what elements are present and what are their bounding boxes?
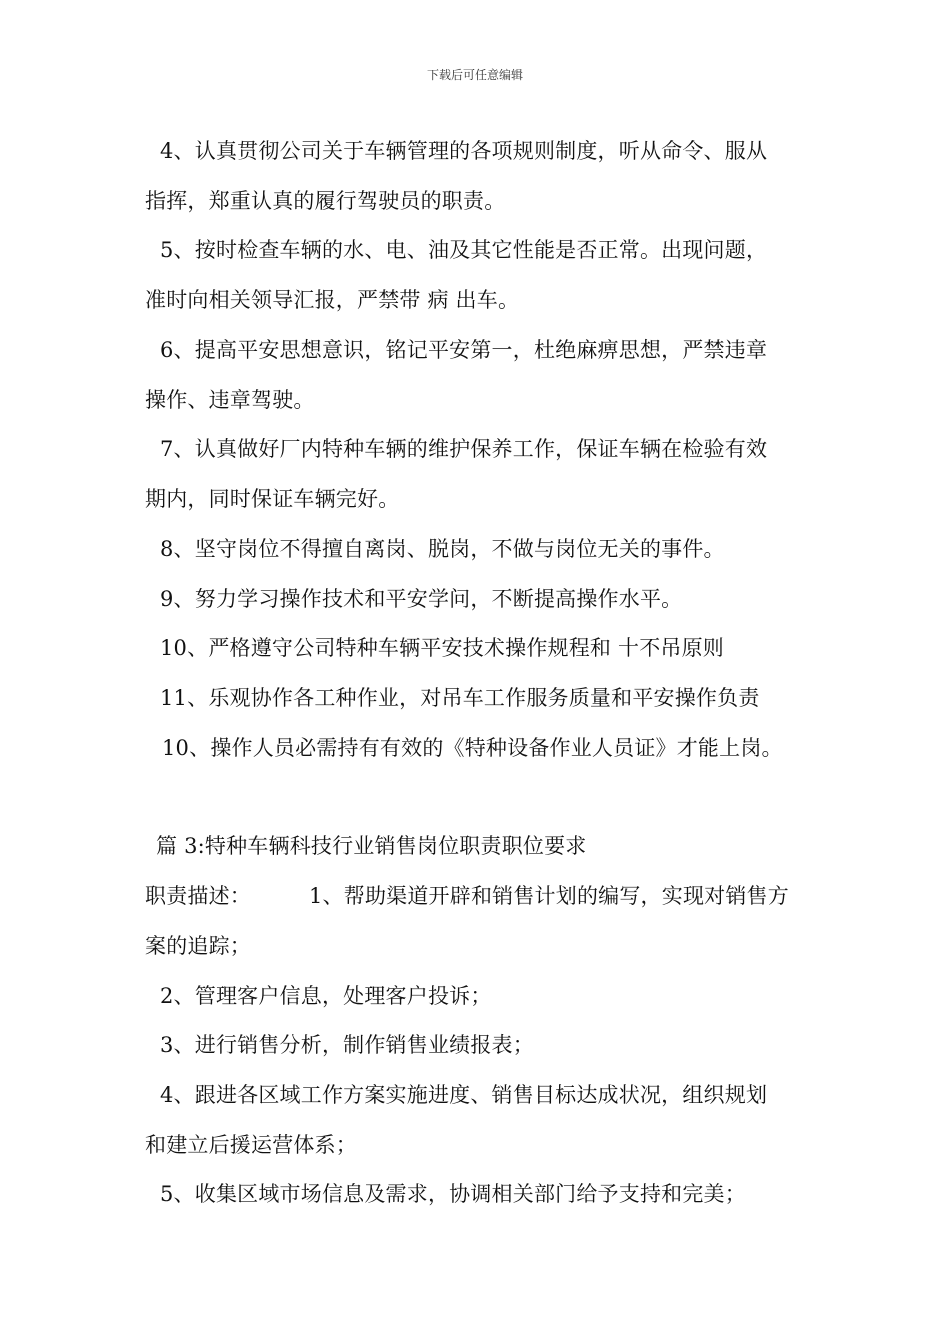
duty-item-2: 2、管理客户信息，处理客户投诉； (160, 984, 492, 1008)
item-6-line-2: 操作、违章驾驶。 (145, 388, 315, 412)
page-header: 下载后可任意编辑 (426, 68, 523, 82)
duty-item-3: 3、进行销售分析，制作销售业绩报表； (160, 1033, 534, 1057)
duty-item-5: 5、收集区域市场信息及需求，协调相关部门给予支持和完美； (160, 1182, 746, 1206)
item-7-line-1: 7、认真做好厂内特种车辆的维护保养工作，保证车辆在检验有效 (160, 437, 768, 461)
item-5-line-1: 5、按时检查车辆的水、电、油及其它性能是否正常。出现问题， (160, 238, 768, 262)
duty-item-1-line-1: 1、帮助渠道开辟和销售计划的编写，实现对销售方 (309, 884, 789, 908)
item-11: 11、乐观协作各工种作业，对吊车工作服务质量和平安操作负责 (160, 686, 760, 710)
duty-label: 职责描述： (145, 884, 251, 908)
duty-line-1 (145, 882, 789, 910)
item-6-line-1: 6、提高平安思想意识，铭记平安第一，杜绝麻痹思想，严禁违章 (160, 338, 768, 362)
item-10-repeat: 10、操作人员必需持有有效的《特种设备作业人员证》才能上岗。 (162, 736, 783, 760)
duty-item-4-line-2: 和建立后援运营体系； (145, 1133, 357, 1157)
section-title: 篇 3:特种车辆科技行业销售岗位职责职位要求 (156, 834, 587, 858)
item-8: 8、坚守岗位不得擅自离岗、脱岗，不做与岗位无关的事件。 (160, 537, 725, 561)
duty-item-4-line-1: 4、跟进各区域工作方案实施进度、销售目标达成状况，组织规划 (160, 1083, 768, 1107)
item-4-line-1: 4、认真贯彻公司关于车辆管理的各项规则制度，听从命令、服从 (160, 139, 768, 163)
item-4-line-2: 指挥，郑重认真的履行驾驶员的职责。 (145, 189, 506, 213)
item-10: 10、严格遵守公司特种车辆平安技术操作规程和 十不吊原则 (160, 636, 724, 660)
duty-item-1-line-2: 案的追踪； (145, 934, 251, 958)
item-5-line-2: 准时向相关领导汇报，严禁带 病 出车。 (145, 288, 520, 312)
item-7-line-2: 期内，同时保证车辆完好。 (145, 487, 400, 511)
item-9: 9、努力学习操作技术和平安学问，不断提高操作水平。 (160, 587, 683, 611)
